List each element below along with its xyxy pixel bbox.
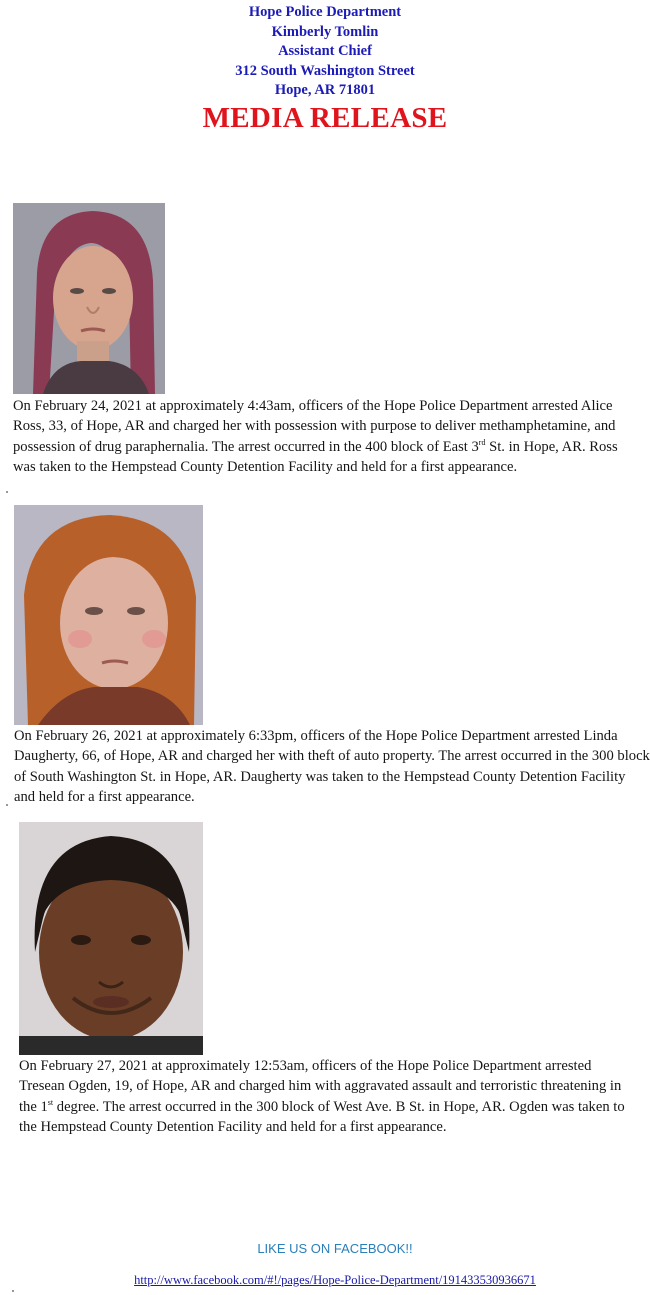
facebook-label: LIKE US ON FACEBOOK!! [257,1241,413,1256]
mugshot-photo-ross [13,203,165,394]
media-release-title: MEDIA RELEASE [202,101,448,134]
release-ross [13,396,643,477]
release-ogden-text: On February 27, 2021 at approximately 12:53am, officers of the Hope Police Department arrested Tresean Ogden, 19, of Hope, AR and charged him with aggravated assault and terroristic threatening in the 1st degree. The arrest occurred in the 300 block of West Ave. B St. in Hope, AR. Ogden was taken to the Hempstead County Detention Facility and held for a first appearance. [19,1058,625,1135]
mugshot-woman-red-hair-icon [14,505,203,725]
release-daugherty-text: On February 26, 2021 at approximately 6:33pm, officers of the Hope Police Department arrested Linda Daugherty, 66, of Hope, AR and charged her with theft of auto property. The arrest occurred in the 300 block of South Washington St. in Hope, AR. Daugherty was taken to the Hempstead County Detention Facility and held for a first appearance. [14,728,650,805]
street-address: 312 South Washington Street [235,62,415,79]
scan-speck [6,491,8,493]
mugshot-photo-ogden [19,822,203,1055]
chief-title: Assistant Chief [278,43,372,59]
scan-speck [12,1290,14,1292]
scan-speck [6,804,8,806]
release-ross-text: On February 24, 2021 at approximately 4:43am, officers of the Hope Police Department arrested Alice Ross, 33, of Hope, AR and charged her with possession with purpose to deliver methamphetamine, and possession of drug paraphernalia. The arrest occurred in the 400 block of East 3rd St. in Hope, AR. Ross was taken to the Hempstead County Detention Facility and held for a first appearance. [13,398,618,475]
mugshot-woman-dark-hair-icon [13,203,165,394]
mugshot-man-icon [19,822,203,1055]
department-name: Hope Police Department [248,4,402,20]
mugshot-photo-daugherty [14,505,203,725]
release-daugherty [14,726,650,807]
release-ogden [19,1056,633,1137]
facebook-link[interactable]: http://www.facebook.com/#!/pages/Hope-Police-Department/191433530936671 [134,1273,536,1287]
letterhead [0,3,650,134]
city-address: Hope, AR 71801 [274,82,376,98]
chief-name: Kimberly Tomlin [271,23,379,40]
